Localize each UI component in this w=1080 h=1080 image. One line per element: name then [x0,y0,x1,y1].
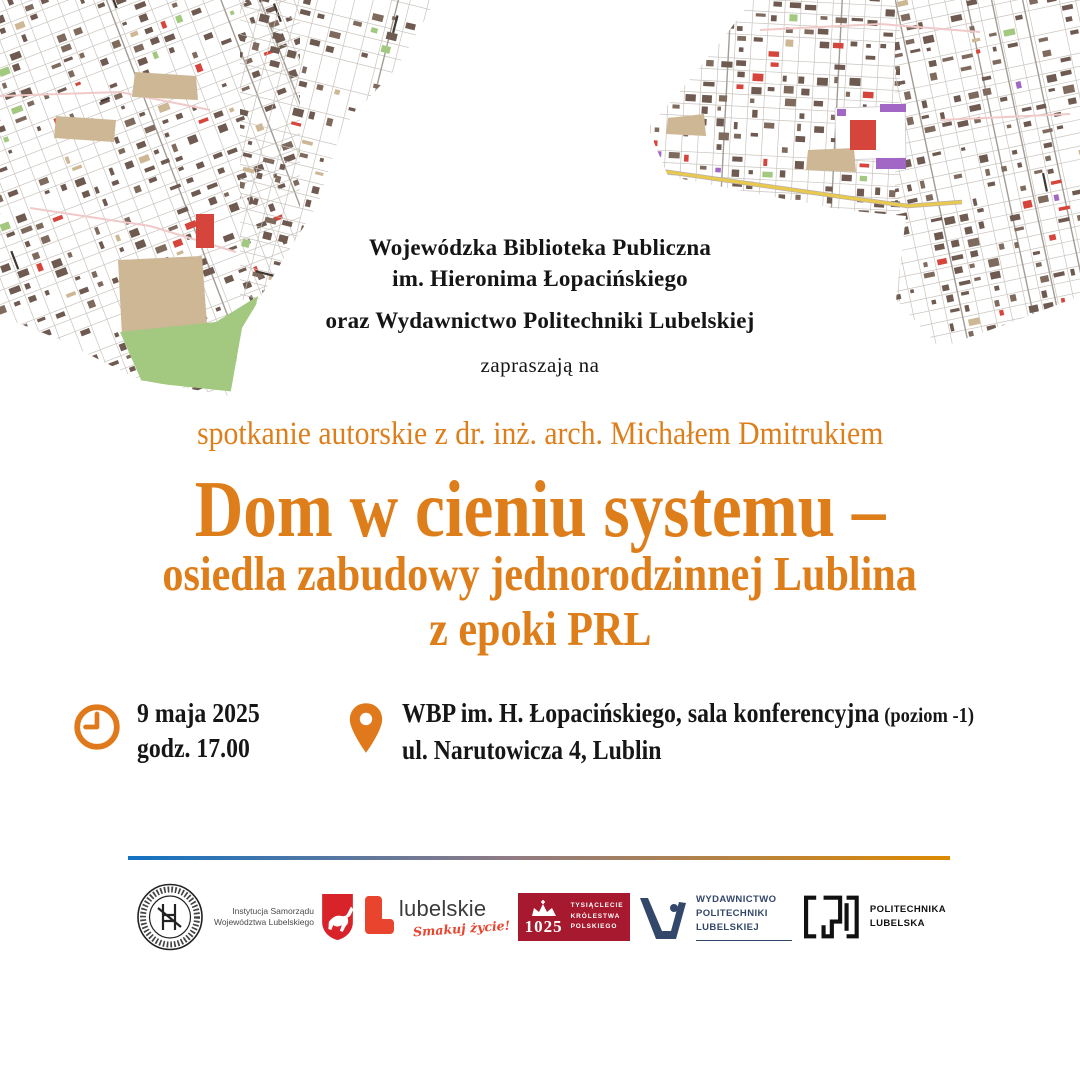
event-venue-line [402,696,974,733]
event-venue-note: (poziom -1) [884,703,975,727]
event-time: godz. 17.00 [137,733,250,763]
logo-1025-millennium [518,893,630,941]
event-kicker-text: spotkanie autorskie z dr. inż. arch. Michałem Dmitrukiem [196,416,884,452]
crown-icon [530,900,558,917]
politechnika-line1: POLITECHNIKA [869,903,946,915]
millennium-caption-line3: POLSKIEGO [570,923,618,931]
event-title-line3 [0,601,1080,656]
logo-wbp-seal [134,882,206,952]
event-date: 9 maja 2025 [137,698,260,728]
millennium-caption-line2: KRÓLESTWA [570,912,621,920]
voivodeship-caption [214,906,314,929]
voivodeship-caption-line2: Województwa Lubelskiego [213,917,314,927]
event-title-line1 [0,466,1080,554]
politechnika-line2: LUBELSKA [869,918,925,929]
lubelskie-wordmark: lubelskie [398,896,487,921]
header-block [0,232,1080,378]
wydawnictwo-caption [696,893,792,942]
footer-logos [134,878,946,956]
library-seal-icon [134,882,206,952]
millennium-caption-line1: TYSIĄCLECIE [570,901,624,909]
location-pin-icon [347,700,385,756]
organizer-publisher: oraz Wydawnictwo Politechniki Lubelskiej [325,308,755,333]
event-title-line1-text: Dom w cieniu systemu – [194,466,886,554]
event-address: ul. Narutowicza 4, Lublin [402,735,662,765]
invitation-text: zapraszają na [480,353,600,377]
event-datetime [137,696,276,766]
voivodeship-caption-line1: Instytucja Samorządu [232,905,314,916]
event-title-line2-text: osiedla zabudowy jednorodzinnej Lublina [162,546,918,601]
event-kicker [0,416,1080,453]
wydawnictwo-mark-icon [638,893,688,941]
logo-lubelskie [362,896,510,938]
logo-politechnika [800,894,946,940]
organizer-library-line1: Wojewódzka Biblioteka Publiczna [368,235,712,260]
politechnika-mark-icon [800,894,860,940]
logo-wydawnictwo [638,893,792,942]
millennium-left [525,900,563,935]
clock-icon [72,702,122,752]
lubelskie-text-col [398,896,511,940]
wydawnictwo-line1: WYDAWNICTWO [695,893,777,905]
event-venue: WBP im. H. Łopacińskiego, sala konferencyjna [402,698,880,728]
lubelskie-l-icon [362,896,394,938]
event-title-line2 [0,546,1080,601]
logo-voivodeship [214,893,354,941]
event-title-line3-text: z epoki PRL [428,601,652,656]
lubelskie-tagline: Smakuj życie! [412,917,511,940]
organizer-library-line2: im. Hieronima Łopacińskiego [392,266,688,291]
wydawnictwo-line2: POLITECHNIKI [695,907,768,919]
voivodeship-shield-icon [321,893,354,941]
millennium-caption [571,901,624,933]
politechnika-caption [870,903,946,932]
wydawnictwo-rule [696,940,792,941]
millennium-number: 1025 [524,916,563,936]
event-location [402,696,1052,768]
wydawnictwo-line3: LUBELSKIEJ [695,922,760,934]
gradient-divider [128,856,950,860]
